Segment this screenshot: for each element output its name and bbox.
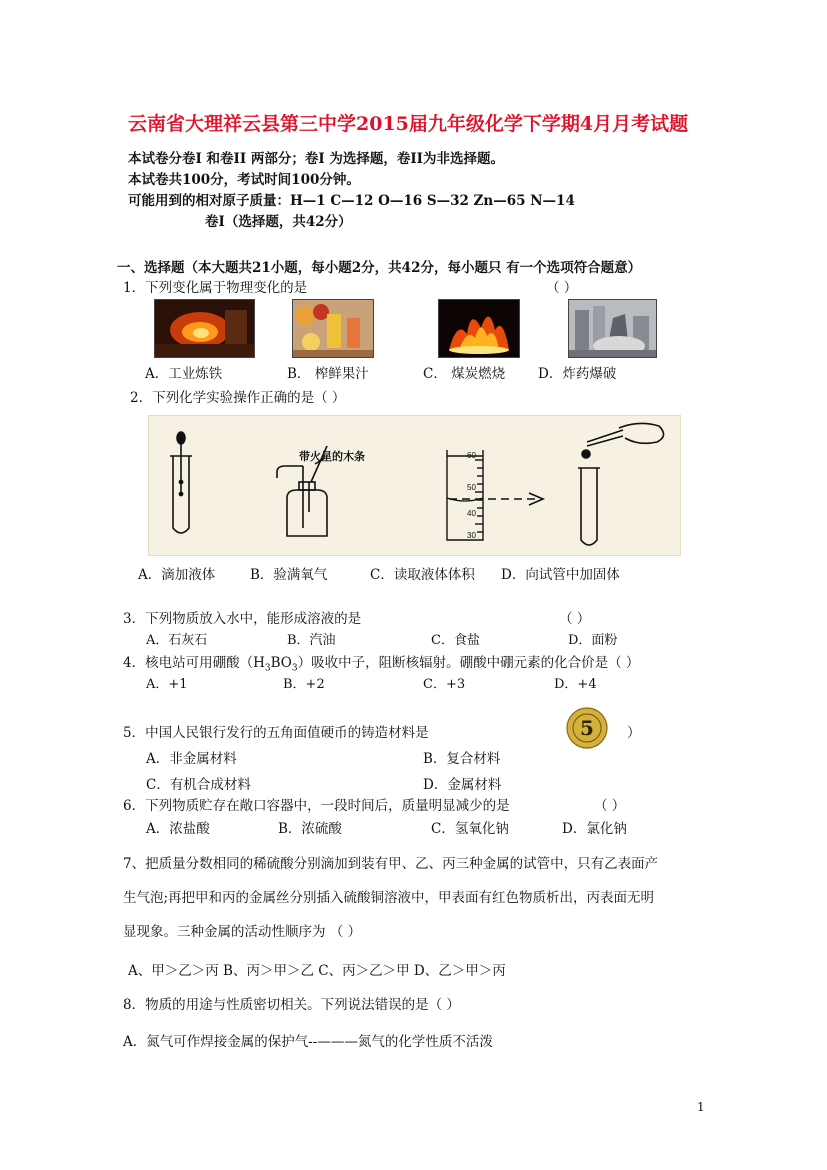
q1-option-a: A．工业炼铁: [145, 366, 223, 382]
q3-option-b: B．汽油: [287, 633, 336, 648]
q8-option-a: A．氮气可作焊接金属的保护气--———氮气的化学性质不活泼: [123, 1034, 493, 1050]
q5-option-b: B．复合材料: [423, 751, 501, 767]
iron-smelting-photo: [154, 299, 255, 358]
cylinder-tick-30: 30: [467, 531, 476, 540]
q1-option-d: D．炸药爆破: [538, 366, 617, 382]
coin-image: [566, 707, 608, 749]
building-demolition-photo: [568, 299, 657, 358]
cylinder-tick-40: 40: [467, 509, 476, 518]
tweezers-test-tube-drawing: [578, 423, 664, 545]
coal-burning-photo: [438, 299, 520, 358]
intro-line-3: 可能用到的相对原子质量：H—1 C—12 O—16 S—32 Zn—65 N—14: [128, 193, 575, 209]
cylinder-tick-60: 60: [467, 451, 476, 460]
q3-bracket: （ ）: [559, 611, 591, 627]
q7-line-2: 生气泡;再把甲和丙的金属丝分别插入硫酸铜溶液中，甲表面有红色物质析出，丙表面无明: [123, 890, 655, 906]
q2-option-a: A．滴加液体: [138, 567, 216, 583]
volume-heading: 卷I（选择题，共42分）: [205, 214, 352, 230]
q2-option-c: C．读取液体体积: [370, 567, 475, 583]
q5-option-a: A．非金属材料: [146, 751, 237, 767]
fig-label-splint: 带火星的木条: [299, 451, 365, 463]
lab-operations-figure: [148, 415, 681, 556]
q6-option-c: C．氢氧化钠: [431, 821, 509, 837]
q6-bracket: （ ）: [594, 798, 626, 814]
q7-line-3: 显现象。三种金属的活动性顺序为 （ ）: [123, 924, 362, 940]
q1-option-b: B． 榨鲜果汁: [287, 366, 369, 382]
page-title: 云南省大理祥云县第三中学2015届九年级化学下学期4月月考试题: [128, 113, 689, 135]
q2-stem: 2．下列化学实验操作正确的是（ ）: [130, 390, 346, 406]
q7-line-1: 7、把质量分数相同的稀硫酸分别滴加到装有甲、乙、丙三种金属的试管中，只有乙表面产: [123, 856, 659, 872]
q4-stem: 4．核电站可用硼酸$(H_3BO_3)$吸收中子，阻断核辐射。硼酸中硼元素的化合价是（ ）: [123, 655, 640, 674]
section-heading: 一、选择题（本大题共21小题，每小题2分，共42分，每小题只 有一个选项符合题意）: [117, 260, 642, 276]
q4-option-d: D．+4: [554, 677, 597, 692]
intro-line-2: 本试卷共100分，考试时间100分钟。: [128, 172, 360, 188]
q4-option-a: A．+1: [146, 677, 188, 692]
q4-option-c: C．+3: [423, 677, 466, 692]
q4-option-b: B．+2: [283, 677, 325, 692]
q8-stem: 8．物质的用途与性质密切相关。下列说法错误的是（ ）: [123, 997, 460, 1013]
q3-option-d: D．面粉: [568, 633, 618, 648]
q5-stem: 5．中国人民银行发行的五角面值硬币的铸造材料是: [123, 725, 429, 741]
q7-options: A、甲＞乙＞丙 B、丙＞甲＞乙 C、丙＞乙＞甲 D、乙＞甲＞丙: [128, 963, 506, 979]
intro-line-1: 本试卷分卷I 和卷II 两部分；卷I 为选择题，卷II为非选择题。: [128, 151, 504, 167]
q6-option-a: A．浓盐酸: [146, 821, 210, 837]
cylinder-tick-50: 50: [467, 483, 476, 492]
q1-bracket: （ ）: [546, 280, 578, 296]
q6-stem: 6．下列物质贮存在敞口容器中，一段时间后，质量明显减少的是: [123, 798, 510, 814]
q3-stem: 3．下列物质放入水中，能形成溶液的是: [123, 611, 362, 627]
q2-option-d: D．向试管中加固体: [501, 567, 620, 583]
q1-stem: 1．下列变化属于物理变化的是: [123, 280, 308, 296]
q5-bracket: ）: [627, 725, 641, 741]
coin-digit: 5: [580, 716, 594, 740]
graduated-cylinder-drawing: [447, 450, 543, 540]
q2-option-b: B．验满氧气: [250, 567, 328, 583]
fruit-juice-photo: [292, 299, 374, 358]
q5-option-c: C．有机合成材料: [146, 777, 251, 793]
dropper-test-tube-drawing: [170, 432, 192, 533]
q3-option-a: A．石灰石: [146, 633, 208, 648]
q3-option-c: C．食盐: [431, 633, 480, 648]
q5-option-d: D．金属材料: [423, 777, 502, 793]
q1-option-c: C． 煤炭燃烧: [423, 366, 506, 382]
q6-option-b: B．浓硫酸: [278, 821, 342, 837]
page-number: 1: [697, 1100, 705, 1114]
q6-option-d: D．氯化钠: [562, 821, 627, 837]
